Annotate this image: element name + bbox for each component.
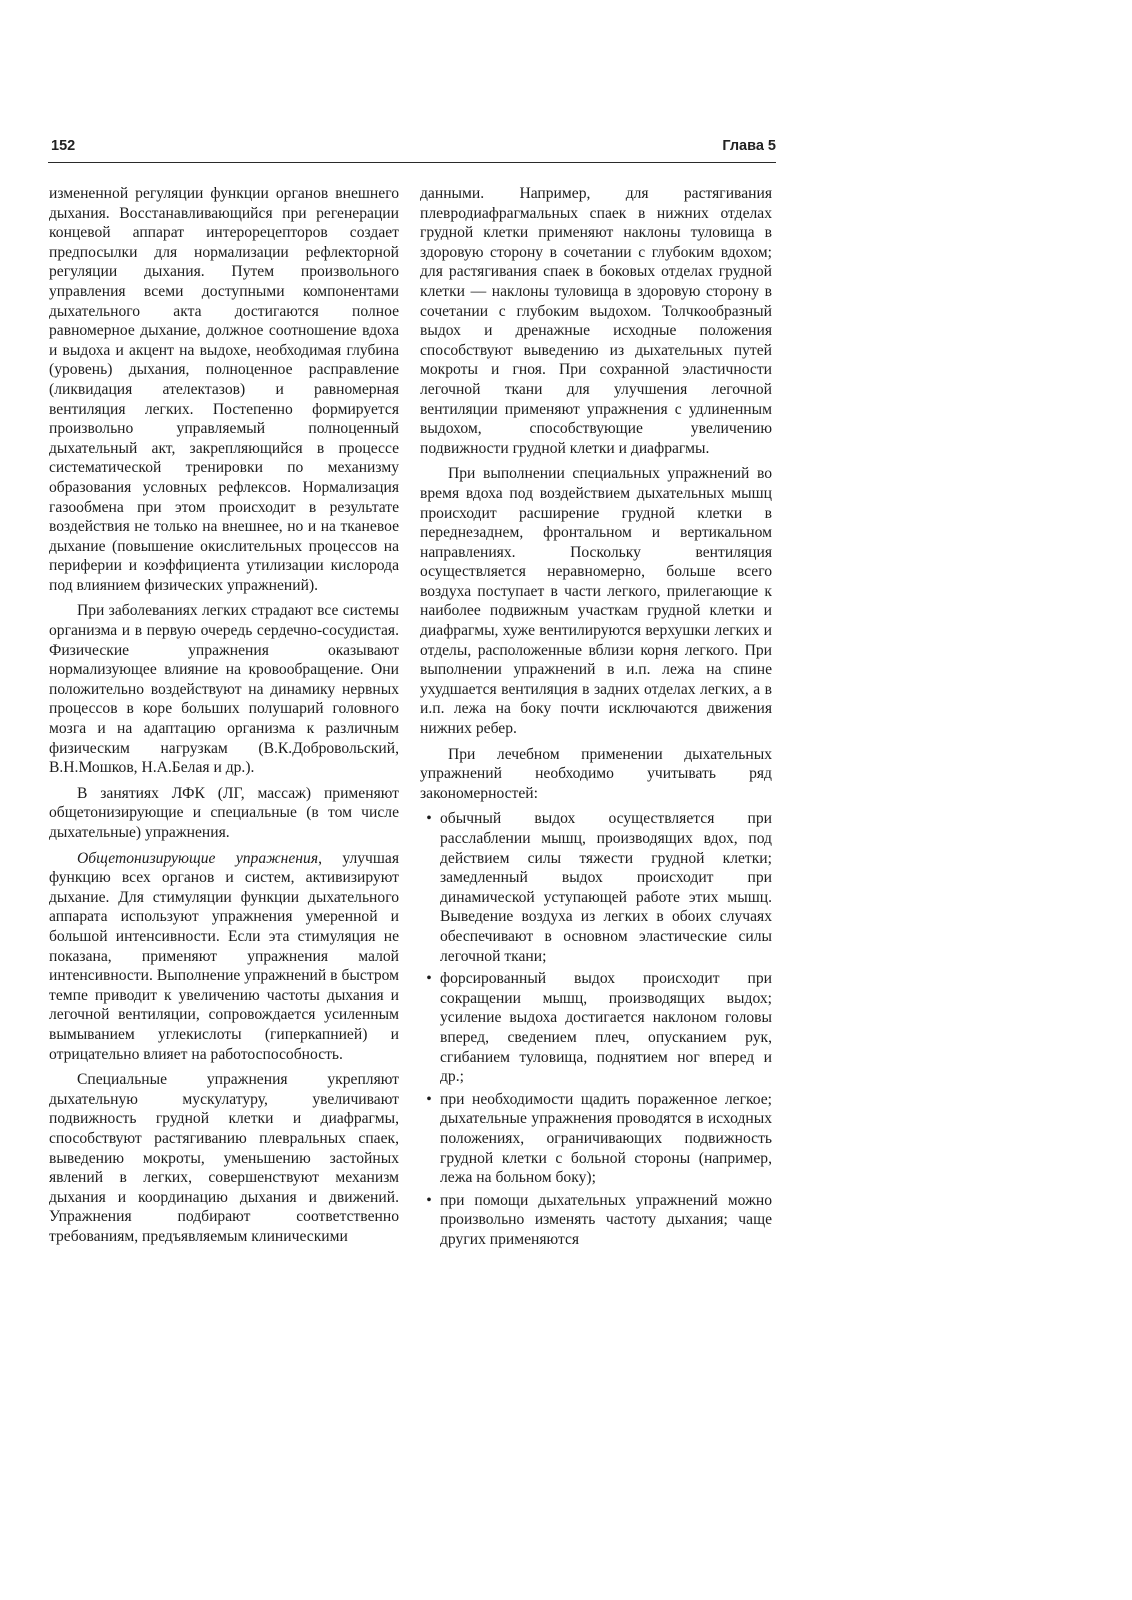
list-item-text: при помощи дыхательных упражнений можно произвольно изменять частоту дыхания; чаще других применяются	[440, 1191, 772, 1248]
paragraph: Специальные упражнения укрепляют дыхательную мускулатуру, увеличивают подвижность грудной клетки и диафрагмы, способствуют растягиванию плевральных спаек, выведению мокроты, уменьшению застойных явлений в легких, совершенствуют механизм дыхания и координацию дыхания и движений. Упражнения подбирают соответственно требованиям, предъявляемым клиническими	[49, 1071, 399, 1245]
bullet-icon: •	[426, 1191, 432, 1209]
list-item-text: при необходимости щадить пораженное легкое; дыхательные упражнения проводятся в исходных положениях, ограничивающих подвижность грудной клетки с больной стороны (например, лежа на больном боку);	[440, 1090, 772, 1187]
list-item-text: форсированный выдох происходит при сокращении мышц, производящих выдох; усиление выдоха достигается наклоном головы вперед, сведением плеч, опусканием рук, сгибанием туловища, поднятием ног вперед и др.;	[440, 970, 772, 1086]
paragraph: В занятиях ЛФК (ЛГ, массаж) применяют общетонизирующие и специальные (в том числе дыхательные) упражнения.	[49, 784, 399, 841]
chapter-label: Глава 5	[722, 138, 776, 154]
paragraph: данными. Например, для растягивания плевродиафрагмальных спаек в нижних отделах грудной клетки применяют наклоны туловища в здоровую сторону в сочетании с глубоким вдохом; для растягивания спаек в боковых отделах грудной клетки — наклоны туловища в здоровую сторону в сочетании с глубоким выдохом. Толчкообразный выдох и дренажные исходные положения способствуют выведению из дыхательных путей мокроты и гноя. При сохранной эластичности легочной ткани для улучшения легочной вентиляции применяют упражнения с удлиненным выдохом, способствующие увеличению подвижности грудной клетки и диафрагмы.	[420, 185, 772, 457]
bullet-list	[420, 809, 772, 1249]
list-item	[426, 809, 772, 966]
paragraph: При лечебном применении дыхательных упражнений необходимо учитывать ряд закономерностей:	[420, 745, 772, 802]
bullet-icon: •	[426, 810, 432, 828]
italic-term: Общетонизирующие упражнения	[77, 849, 319, 867]
right-column	[420, 184, 772, 1252]
paragraph: измененной регуляции функции органов внешнего дыхания. Восстанавливающийся при регенерации концевой аппарат интерорецепторов создает предпосылки для нормализации рефлекторной регуляции дыхания. Путем произвольного управления всеми доступными компонентами дыхательного акта достигаются полное равномерное дыхание, должное соотношение вдоха и выдоха и акцент на выдохе, необходимая глубина (уровень) дыхания, полноценное расправление (ликвидация ателектазов) и равномерная вентиляция легких. Постепенно формируется произвольно управляемый полноценный дыхательный акт, закрепляющийся в процессе систематической тренировки по механизму образования условных рефлексов. Нормализация газообмена при этом происходит в результате воздействия не только на внешнее, но и на тканевое дыхание (повышение окислительных процессов на периферии и коэффициента утилизации кислорода под влиянием физических упражнений).	[49, 185, 399, 594]
left-column	[49, 184, 399, 1246]
paragraph: При заболеваниях легких страдают все системы организма и в первую очередь сердечно-сосудистая. Физические упражнения оказывают нормализующее влияние на кровообращение. Они положительно воздействуют на динамику нервных процессов в коре больших полушарий головного мозга и на адаптацию организма к различным физическим нагрузкам (В.К.Добровольский, В.Н.Мошков, Н.А.Белая и др.).	[49, 602, 399, 777]
paragraph-text: , улучшая функцию всех органов и систем, активизируют дыхание. Для стимуляции функции дыхательного аппарата используют упражнения умеренной и большой интенсивности. Если эта стимуляция не показана, применяют упражнения малой интенсивности. Выполнение упражнений в быстром темпе приводит к увеличению частоты дыхания и легочной вентиляции, сопровождается усиленным вымыванием углекислоты (гиперкапнией) и отрицательно влияет на работоспособность.	[49, 849, 400, 1063]
list-item	[426, 1090, 772, 1188]
list-item	[426, 969, 772, 1087]
list-item	[426, 1191, 772, 1250]
list-item-text: обычный выдох осуществляется при расслаблении мышц, производящих вдох, под действием силы тяжести грудной клетки; замедленный выдох происходит при динамической уступающей работе этих мышц. Выведение воздуха из легких в обоих случаях обеспечивают в основном эластические силы легочной ткани;	[440, 810, 772, 965]
bullet-icon: •	[426, 970, 432, 988]
paragraph: При выполнении специальных упражнений во время вдоха под воздействием дыхательных мышц происходит расширение грудной клетки в переднезаднем, фронтальном и вертикальном направлениях. Поскольку вентиляция осуществляется неравномерно, больше всего воздуха поступает в части легкого, прилегающие к наиболее подвижным участкам грудной клетки и диафрагмы, хуже вентилируются верхушки легких и отделы, расположенные вблизи корня легкого. При выполнении упражнений в и.п. лежа на спине ухудшается вентиляция в задних отделах легких, а в и.п. лежа на боку почти исключаются движения нижних ребер.	[420, 465, 772, 738]
page-number: 152	[51, 138, 76, 154]
paragraph	[49, 849, 399, 1065]
running-header	[48, 136, 776, 163]
bullet-icon: •	[426, 1090, 432, 1108]
